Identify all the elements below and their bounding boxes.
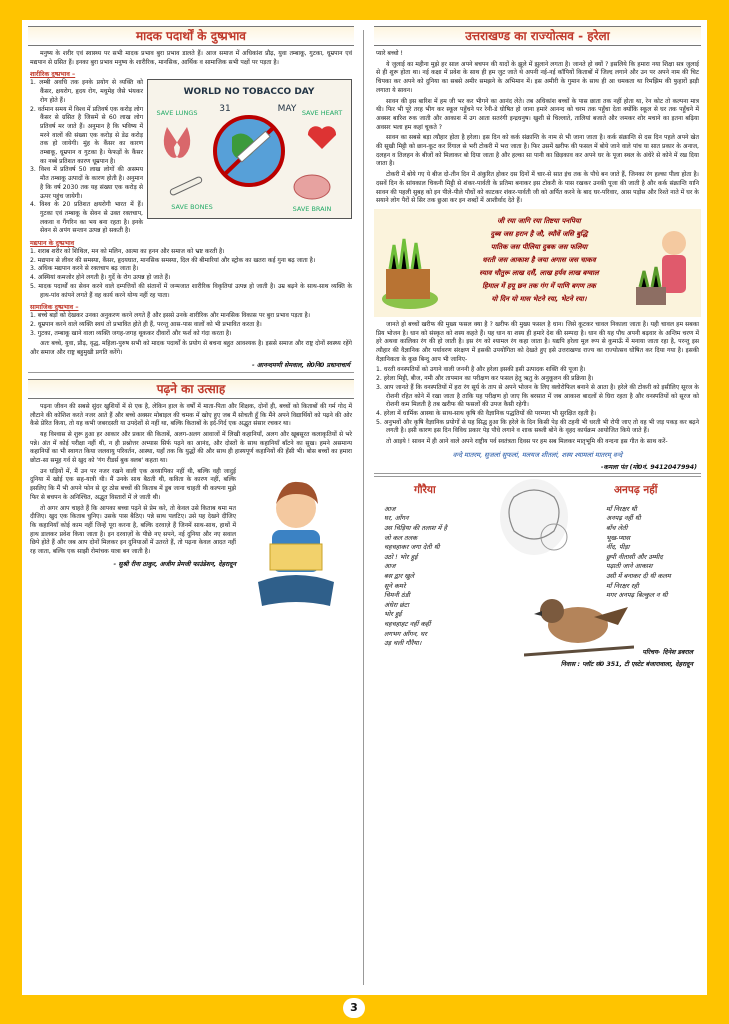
blessing-line: पातिक जस पीलिया दुबक जस फलिया <box>490 242 588 251</box>
list-item: 5. अनुभवों और कृषि वैज्ञानिक प्रयोगों से यह सिद्ध हुआ कि हरेले के दिन किसी पेड़ की टहनी भी धरती भी रोपी जाए तो वह भी जड़ पकड़ कर बढ़ने लगती है। इसी कारण इस दिन विविध प्रकार पेड़ पौधे लगाने व शाक सब्जी बोने के वृहद कार्यक्रम आयोजित किये जाते हैं। <box>376 418 699 435</box>
blessing-line: धरती जस आकाश है जया अगास जस चाकव <box>482 255 596 264</box>
list-item: 3. आप जानते हैं कि वनस्पतियों में हरा रंग सूर्य के ताप से अपने भोजन के लिए क्लोरोफिल बनाने से आता है। हरेले की टोकरी को इसीलिए सूरज के रोशनी रहित कोने में रखा जाता है ताकि यह परीक्षण हो जाए कि बरसात में जब आकाश बादलों से घिरा रहता है और वनस्पतियों को सूरज को रोशनी कम मिलती है तब खरीफ की फसलों की उपज कैसी रहेगी। <box>376 383 699 409</box>
column-divider <box>363 30 364 985</box>
left-column <box>22 20 360 995</box>
article-title: उत्तराखण्ड का राज्योत्सव - हरेला <box>374 26 701 46</box>
no-tobacco-poster <box>147 79 352 219</box>
list-item: 2. धूम्रपान करने वाले व्यक्ति स्वयं तो प्रभावित होते ही हैं, परन्तु आस-पास वालों को भी प्रभावित करता है। <box>30 320 262 328</box>
list-item: 3. विश्व में प्रतिवर्ष 50 लाख लोगों की असमय मौत तम्बाकू उत्पादों के कारण होती है। अनुमान है कि वर्ष 2030 तक यह संख्या एक करोड़ से ऊपर पहुंच जायेगी। <box>30 166 143 200</box>
poem-line: चिमनी ठंडी <box>384 591 410 600</box>
poster-label-bones: SAVE BONES <box>171 203 213 212</box>
list-item: 5. मादक पदार्थों का सेवन करने वाले दम्पत्तियों की संतानों में जन्मजात शारीरिक विकृतियां उत्पन्न हो जाती है। उम्र बढ़ने के साथ-साथ व्यक्ति के हाथ-पांव कांपने लगते हैं वह कार्य करने योग्य नहीं रह पाता। <box>30 282 352 299</box>
article-title: मादक पदार्थों के दुष्प्रभाव <box>28 26 354 46</box>
poster-label-heart: SAVE HEART <box>301 109 343 118</box>
blessing-line: यो दिन यो मास भेटने रया, भेटने रया। <box>491 294 587 303</box>
right-column <box>368 20 707 995</box>
blessing-line: जी रया जागि रया तिष्टया पनपिया <box>497 216 581 225</box>
poster-label-lungs: SAVE LUNGS <box>156 109 198 118</box>
conclusion-paragraph: अतः बच्चे, युवा, प्रौढ़, वृद्ध, महिला-पुरुष सभी को मादक पदार्थों के प्रयोग से बचना बहुत आवश्यक है। इससे समाज और राष्ट्र दोनों स्वस्थ्य रहेंगे और समाज और राष्ट्र बहुमुखी प्रगति करेंगे। <box>30 340 352 357</box>
poem-line: जो कल तलक <box>384 533 418 542</box>
list-item: 4. अस्थियां कमजोर होने लगती है। गुर्दे के रोग उत्पन्न हो जाते हैं। <box>30 274 171 282</box>
list-item: 1. शराब शरीर को शिथिल, मन को मलिन, आत्मा का हनन और समाज को भ्रष्ट करती है। <box>30 248 225 256</box>
closing-paragraph: तो आइये ! सावन में ही आने वाले अपने राष्ट्रीय पर्व स्वतंत्रता दिवस पर हम सब मिलकर मातृभूमि की वन्दना इस गीत के साथ करें- <box>386 438 668 446</box>
poem-line: उठो ! भोर हुई <box>384 552 418 561</box>
list-item: 1. लम्बी अवधि तक इनके प्रयोग से व्यक्ति को कैंसर, क्षयरोग, हृदय रोग, मधुमेह जैसे भंयकर रोग होते हैं। <box>30 79 143 104</box>
poem-gauraiya <box>384 505 524 649</box>
list-item: 2. मद्यपान से लीवर की समस्या, कैंसर, हृदयघात, मानसिक समस्या, दिल की बीमारियां और स्ट्रोक का खतरा कई गुना बढ़ जाता है। <box>30 256 316 264</box>
harela-blessing-box <box>374 209 701 317</box>
alcohol-effects-list <box>30 248 352 300</box>
poem-anpadh-nahin <box>606 505 706 601</box>
poem-line: अनपढ़ नहीं थी <box>606 514 641 523</box>
section-heading: मद्यपान के दुष्प्रभाव <box>30 240 75 248</box>
list-item: 2. वर्तमान समय में विश्व में प्रतिवर्ष एक करोड़ लोग कैंसर से ग्रसित है जिसमें से 60 लाख लोग प्रतिवर्ष मर जाते हैं। अनुमान है कि भविष्य में मरने वालों की संख्या एक करोड़ से डेढ करोड़ तक हो जायेगी। मुंह के कैंसर का कारण तम्बाकू, धूम्रपान व गुटका है। फेफड़ों के कैंसर का नब्बे प्रतिशत कारण धूम्रपान है। <box>30 105 143 165</box>
poem-line: लगभग आँगन, घर <box>384 629 427 638</box>
list-item: 2. हरेला मिट्टी, बीज, नमी और तापमान का परीक्षण कर फसल हेतु ऋतु के अनुकूलन की प्रक्रिया है। <box>376 375 594 383</box>
poem-line: उस चिड़िया की तलाश में है <box>384 523 447 532</box>
poem-line: माँ निरक्षर रही <box>606 581 639 590</box>
list-item: 1. बच्चे बड़ों को देखकर उनका अनुकरण करने लगते हैं और इससे उनके शारीरिक और मानसिक विकास पर बुरा प्रभाव पड़ता है। <box>30 312 311 320</box>
poem-line: आज <box>384 562 396 571</box>
paragraph: सावन की इस बारिश में हम जी भर कर भीगने का आनंद लेते। तब अधिकांश बच्चों के पास छाता तक नहीं होता था, रेन कोट तो कल्पना मात्र थी। फिर भी पूरे तरह भीग कर स्कूल पहुँचने पर रेनी-डे घोषित हो जाना हमारे आनन्द को चरम तक पहुँचा देता क्योंकि स्कूल से घर तक पहुँचने में अक्सर बारिश रुक जाती और आकाश में उग आता सतरंगी इन्द्रधनुष। खुशी से चिल्लाते, तालियां बजाते और जमकर शोर मचाने का इतना बढ़िया अवसर भला हम कहां चूकते ? <box>376 97 699 131</box>
author-signature: - सुश्री रीना ठाकुर, अजीम प्रेमजी फाउंडेशन, देहरादून <box>113 560 236 568</box>
paragraph: तो अगर आप चाहते हैं कि आपका बच्चा पढ़ने से प्रेम करे, तो केवल उसे किताब थमा मत दीजिए। खुद एक किताब चुनिए। उसके पास बैठिए। पन्ने साथ पलटिए। उसे यह देखने दीजिए कि कहानियाँ कोई काम नहीं जिन्हें पूरा करना है, बल्कि दरवाज़े हैं जिनमें साथ-साथ, हाथों में हाथ डालकर प्रवेश किया जाता है। इन दरवाज़ों के पीछे नए सपने, नई दुनिया और नए सवाल छिपे होते हैं और जब आप दोनों मिलकर इन दुनियाओं में उतरते हैं, तो पढ़ना केवल आदत नहीं रह जाता, बल्कि एक साझी रोमांचक यात्रा बन जाती है। <box>30 504 236 556</box>
poster-month: MAY <box>277 104 297 115</box>
scientific-points-list <box>376 366 699 436</box>
poem-line: घर, आँगन <box>384 514 409 523</box>
paragraph: ये जुलाई का महीना मुझे हर साल अपने बचपन की यादों के झूले में झुलाने लगता है। जानते हो क्यों ? इसलिये कि हमारा नया शिक्षा सत्र जुलाई से ही शुरू होता था। नई कक्षा में प्रवेश के साथ ही हम जुट जाते थे अपनी नई-नई कॉपियों किताबों में जिल्द लगाने और उन पर अपने नाम की चिट चिपका कर अपने को दुनिया का सबसे अमीर समझने के अभिमान में। इस अमीरी के गुमान के साथ ही आ धमकता था रिमझिम की फुहारों झड़ी लगाता ये सावन। <box>376 60 699 94</box>
poet-intro: परिचय- दिनेश डबराल <box>642 648 693 656</box>
poem-line: चहचहाकर जगा देती थी <box>384 543 440 552</box>
paragraph: उन घड़ियों में, मैं उन पर नजर रखने वाली एक अध्यापिका नहीं थी, बल्कि वही जादुई दुनिया में खोई एक सह-यात्री थी। मैं उनके साथ बैठती थी, कविता के कारण नहीं, बल्कि इसलिए कि मैं भी अपने फोन से दूर ठोस बच्चों की किताब में डूब जाना चाहती थी कल्पना मुझे फिर से बचपन के अनिश्चित, अद्भुत विस्तारों में ले जाती थी। <box>30 467 236 501</box>
poem-line: बस द्वार खुले <box>384 571 415 580</box>
poster-label-brain: SAVE BRAIN <box>292 205 332 214</box>
poems-section <box>374 477 701 677</box>
poem-line: छुपी नीतासी और उम्मीद <box>606 552 663 561</box>
paragraph: सावन का सबसे बड़ा त्यौहार होता है हरेला। इस दिन को कर्क संक्रान्ति के नाम से भी जाना जाता है। कर्क संक्रान्ति से दस दिन पहले अपने खेत की सूखी मिट्टी को छान-कूट कर रिंगाल से भरी टोकरी में भरा जाता है। फिर उसमें खरीफ की फसल में बोये जाने वाले पांच या सात प्रकार के अनाज, दलहन व तिलहन के बीजों को मिलाकर बो दिया जाता है और हल्का सा पानी का छिड़काव कर अपने घर के पूजा स्थल के अंधेरे से कोने में रख दिया जाता है। <box>376 134 699 168</box>
list-item: 4. विश्व के 20 प्रतिशत क्षयरोगी भारत में हैं। गुटका एवं तम्बाकू के सेवन से उक्त रक्तचाप, लकवा व गैंगरिन का भय बना रहता है। इनके सेवन से अपंग सन्तान उत्पन्न हो सकती है। <box>30 201 143 235</box>
blessing-line: स्याव चौतुरू लाख दसैं, लाख हर्यव लाख बग्वाल <box>479 268 599 277</box>
blessing-line: दुब्ब जस हरान है जौ, स्यौवें जसि बुद्धि <box>490 229 588 238</box>
poem-line: अंधेरा छंटा <box>384 600 409 609</box>
poem-title: गौरैया <box>414 483 436 496</box>
author-signature: -कमला पंत (मो0नं. 9412047994) <box>600 463 697 471</box>
paragraph: यह विश्वास से शुरू हुआ हर आकार और प्रकार की किताबें, अलग-अलग आवाजों में लिखी कहानियाँ, अलग और खूबसूरत कलाकृतियों से भरे पन्ने। अंत में कोई परीक्षा नहीं थी, न ही प्रश्नोत्तर अभ्यास सिर्फ पढ़ने का आनंद, और दोस्तों के साथ कहानियाँ बाँटने का सुख। हमने असमान्य कहानियों का भी स्वागत किया जलवायु परिवर्तन, आस्था, यहाँ तक कि युद्धों की और साथ ही हास्यपूर्ण कहानियों की हँसी भी। बोस बच्चों का हमारा छोटा-सा समूह गर्व से खुद को 'गंग रीडर्स बुक क्लब' कहता था। <box>30 430 352 465</box>
paragraph: टोकरी में बोये गए ये बीज दो-तीन दिन में अंकुरित होकर दस दिनों में चार-से सात इंच तक के पौधे बन जाते हैं, जिनका रंग हल्का पीला होता है। दसवें दिन के सांयकाल चिकनी मिट्टी से शंकर-पार्वती के प्रतिमा बनाकर इस टोकरी के पास रखकर उनकी पूजा की जाती है और कर्क संक्रान्ति यानि सावन की पहली सुबह को इन पीले-पीले पौधों को काटकर शंकर-पार्वती जी को अर्पित करने के बाद घर-परिवार, आस पड़ोस और रिश्ते नाते में घर के सयाने लोग पैरों से सिर तक छुआ कर इन शब्दों में आशीर्वाद देते हैं। <box>376 171 699 205</box>
poem-line: बाँच लेती <box>606 523 628 532</box>
article-title: पढ़ने का उत्साह <box>28 379 354 399</box>
poster-day: 31 <box>219 104 231 115</box>
blessing-line: हिमाल में हयू छन तक गंग में पाणि बगण तक <box>482 281 596 290</box>
greeting: प्यारे बच्चो ! <box>376 50 403 57</box>
poet-address: निवास : प्लॉट सं0 351, टी एस्टेट बंजारावाला, देहरादून <box>560 660 693 668</box>
poem-line: सूने कमरे <box>384 581 406 590</box>
poem-line: आज <box>384 504 396 513</box>
poem-line: नींद, पीड़ा <box>606 543 630 552</box>
poster-heading: WORLD NO TOBACCO DAY <box>183 87 315 98</box>
poem-line: माँ निरक्षर थी <box>606 504 637 513</box>
list-item: 3. अधिक मद्यपान करने से रक्तचाप बढ़ जाता है। <box>30 265 139 273</box>
section-heading: सामाजिक दुष्प्रभाव – <box>30 304 79 312</box>
blessing-verse <box>444 215 634 306</box>
poem-line: भूख-प्यास <box>606 533 631 542</box>
poem-line: चहचहाहट नहीं कहीं <box>384 619 431 628</box>
poem-title: अनपढ़ नहीं <box>614 483 658 496</box>
poem-line: मगर अनपढ़ बिल्कुल न थी <box>606 591 668 600</box>
poem-line: उड़ चली गौरैया। <box>384 639 422 648</box>
paragraph: जानते हो बच्चों खरीफ की मुख्य फसल क्या है ? खरीफ की मुख्य फसल है धान। जिसे कूटकर चावल निकाला जाता है। यही चावल हम सबका प्रिय भोजन है। धान को संस्कृत को शस्य कहते हैं। यह धान या शस्य ही हमारे देश की सम्पदा है। धान की यह पौध अपनी बढ़वार के अन्तिम चरण में हरे अथवा कालिका रंग की हो जाती है। इस रंग को श्यामल रंग कहा जाता है। यद्यपि हरेला मूल रूप से कुमाऊँ में मनाया जाता रहा है, परन्तु इस त्यौहार की वैज्ञानिक और पर्यावरण संरक्षण में इसकी उपयोगिता को देखते हुए इसे उत्तराखण्ड राज्य का राज्योत्सव घोषित कर दिया गया है। इसकी वैज्ञानिकता के कुछ बिन्दु आप भी जानिए- <box>376 320 699 363</box>
poem-line: भोर हुई <box>384 610 402 619</box>
reading-child-illustration <box>240 470 352 620</box>
poem-line: उसी में बनाकर दी थी कलम <box>606 571 671 580</box>
section-heading: शारीरिक दुष्प्रभाव – <box>30 71 76 79</box>
list-item: 3. गुटका, तम्बाकू खाने वाला व्यक्ति जगह-जगह थूककर दीवारों और फर्श को गंदा करता है। <box>30 329 232 337</box>
page <box>22 20 707 995</box>
list-item: 1. धरती वनस्पतियों को उगाने वाली जननी है और हरेला इसकी इसी उत्पादक शक्ति की पूजा है। <box>376 366 586 374</box>
author-signature: - आनन्दमणी सेमवाल, से0नि0 प्रधानाचार्य <box>251 361 350 369</box>
intro-paragraph: मनुष्य के शरीर एवं स्वास्थ्य पर सभी मादक प्रभाव बुरा प्रभाव डालते हैं। आज समाज में अधिकांश प्रौढ़, युवा तम्बाकू, गुटका, धूम्रपान एवं मद्यपान से ग्रसित हैं। इनका बुरा प्रभाव मनुष्य के शारीरिक, मानसिक, आर्थिक व सामाजिक सभी पक्षों पर पड़ता है। <box>30 50 352 66</box>
song-line: वन्दे मातरम, सुजलां सुफलां, मलयज शीतलां, शस्य श्यामलां मातरम् वन्दे <box>452 450 623 459</box>
paragraph: पढ़ना जीवन की सबसे सुंदर खुशियों में से एक है, लेकिन हाल के वर्षों में माता-पिता और शिक्षक, दोनों ही, बच्चों को किताबों की गर्म गोद में लौटाने की कोशिश करते नजर आते हैं और बच्चे अक्सर मोबाइल की चमक में खोए हुए जब मैं सोचती हूँ कि मैंने अपने विद्यार्थियों को पढ़ने की ओर कैसे प्रेरित किया, तो यह कभी जबरदस्ती या उपदेशों से नहीं था, बल्कि किताबों के इर्द-गिर्द एक अद्भुत संसार रचकर था। <box>30 402 352 428</box>
page-number: 3 <box>343 998 365 1018</box>
poem-line: पढ़ाती जाने आकाश <box>606 562 653 571</box>
list-item: 4. हरेला में धार्मिक आस्था के साथ-साथ कृषि की वैज्ञानिक पद्धतियों की परम्परा भी सुरक्षित रहती है। <box>376 409 597 417</box>
social-effects-list <box>30 312 352 338</box>
